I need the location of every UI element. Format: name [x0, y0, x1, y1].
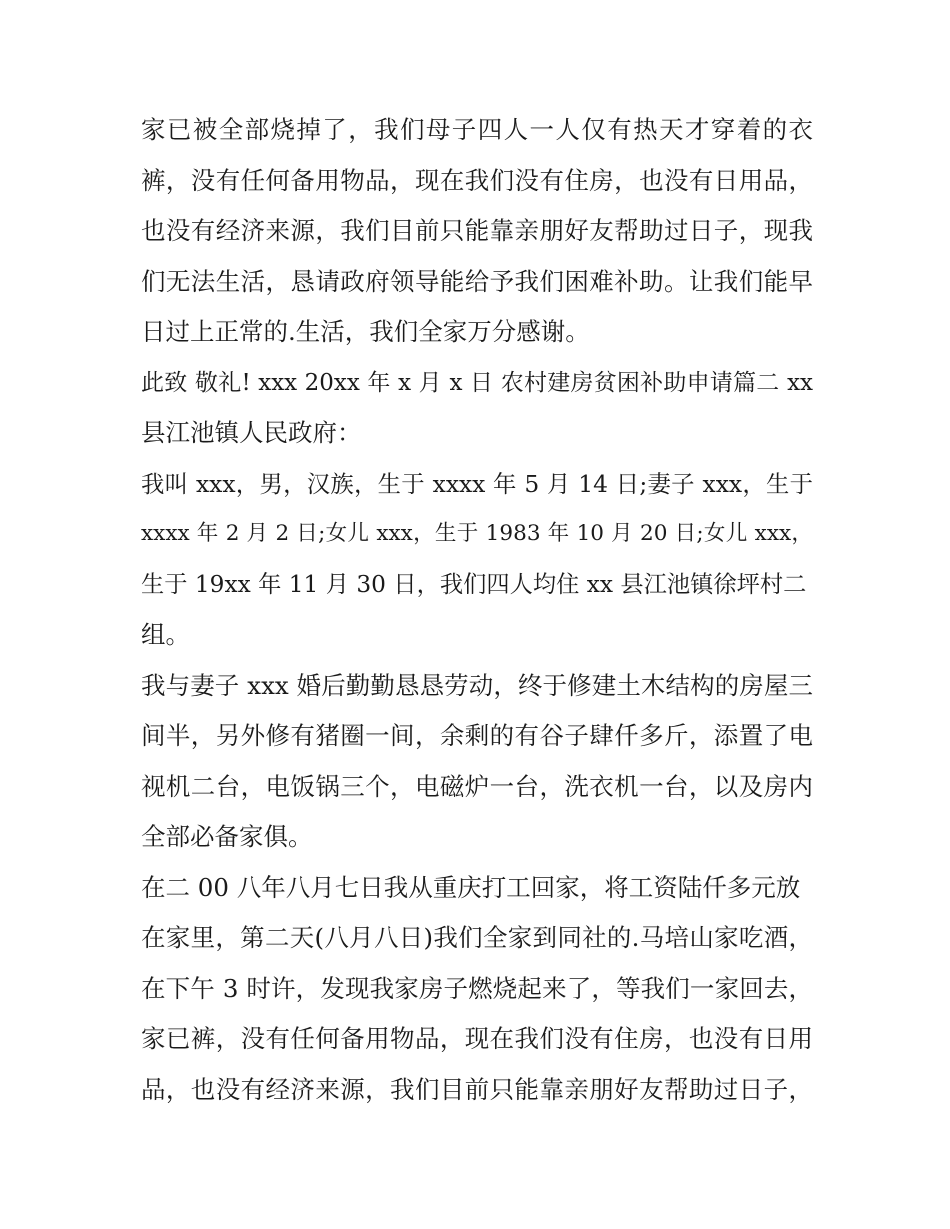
text-line: 全部必备家俱。: [141, 822, 313, 851]
text-line: 县江池镇人民政府：: [141, 418, 362, 447]
text-line: 我叫 xxx，男，汉族，生于 xxxx 年 5 月 14 日;妻子 xxx，生于: [141, 469, 813, 498]
text-line: 在二 00 八年八月七日我从重庆打工回家，将工资陆仟多元放: [141, 872, 801, 902]
document-body: [141, 105, 813, 1115]
text-line: 在家里，第二天(八月八日)我们全家到同社的.马培山家吃酒，: [141, 923, 813, 952]
text-line: 组。: [141, 620, 190, 649]
text-line: 间半，另外修有猪圈一间，余剩的有谷子肆仟多斤，添置了电: [141, 721, 813, 750]
text-line: 生于 19xx 年 11 月 30 日，我们四人均住 xx 县江池镇徐坪村二: [141, 570, 807, 598]
text-line: 也没有经济来源，我们目前只能靠亲朋好友帮助过日子，现我: [141, 216, 813, 245]
text-line: 此致 敬礼! xxx 20xx 年 x 月 x 日 农村建房贫困补助申请篇二 xx: [141, 369, 813, 396]
text-line: 们无法生活，恳请政府领导能给予我们困难补助。让我们能早: [141, 266, 813, 296]
text-line: 裤，没有任何备用物品，现在我们没有住房，也没有日用品，: [141, 165, 813, 195]
text-line: 品，也没有经济来源，我们目前只能靠亲朋好友帮助过日子，: [141, 1074, 813, 1104]
text-line: 视机二台，电饭锅三个，电磁炉一台，洗衣机一台，以及房内: [141, 771, 813, 801]
text-line: xxxx 年 2 月 2 日;女儿 xxx，生于 1983 年 10 月 20 日;女儿 xxx，: [141, 521, 813, 546]
text-line: 在下午 3 时许，发现我家房子燃烧起来了，等我们一家回去，: [141, 973, 813, 1003]
text-line: 日过上正常的.生活，我们全家万分感谢。: [141, 317, 590, 346]
text-line: 我与妻子 xxx 婚后勤勤恳恳劳动，终于修建土木结构的房屋三: [141, 670, 813, 700]
text-line: 家已被全部烧掉了，我们母子四人一人仅有热天才穿着的衣: [141, 115, 813, 144]
text-line: 家已裤，没有任何备用物品，现在我们没有住房，也没有日用: [141, 1024, 813, 1053]
